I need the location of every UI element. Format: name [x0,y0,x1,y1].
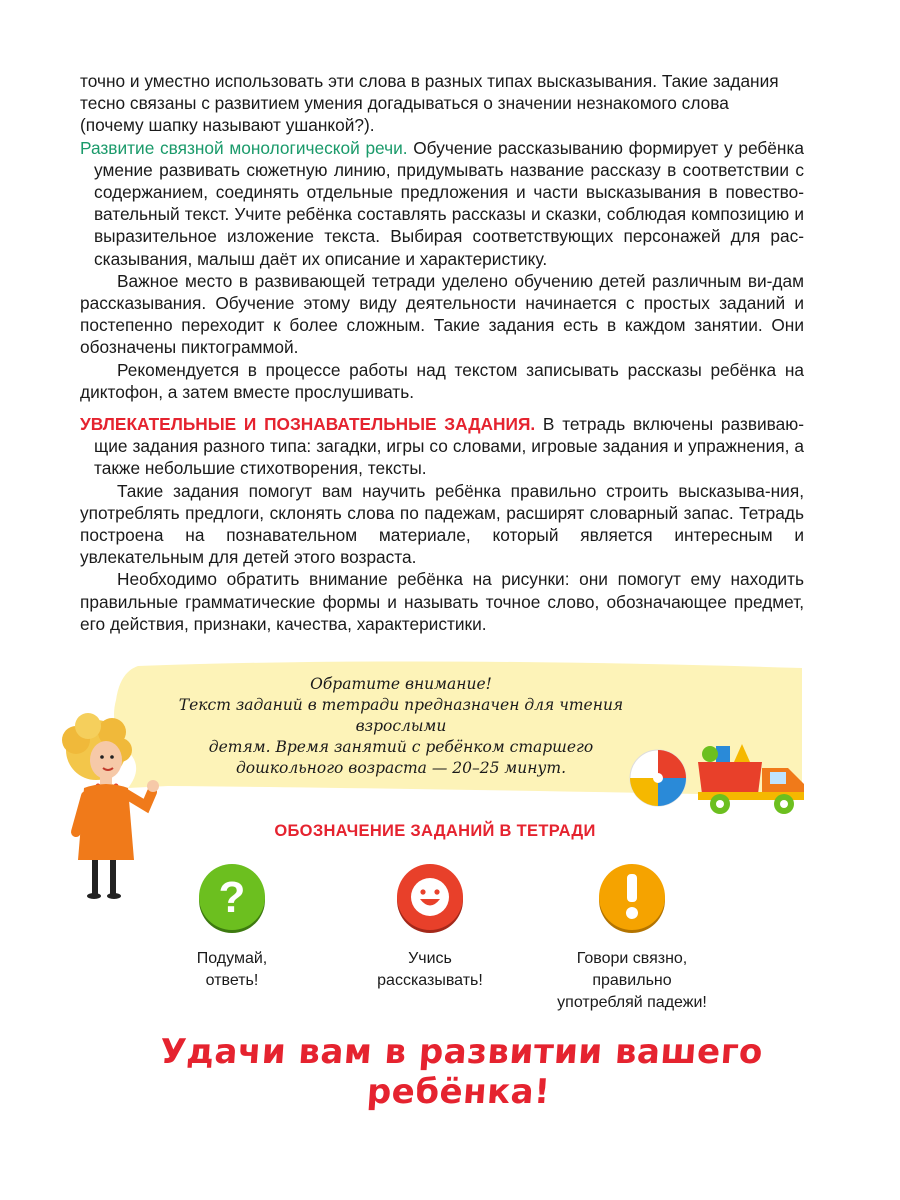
notice-line: Текст заданий в тетради предназначен для чтения взрослыми [178,696,624,735]
tasks-paragraph [80,413,804,480]
legend-label-line: Учись [408,950,452,967]
notice-line: дошкольного возраста — 20–25 минут. [235,759,567,777]
legend-label-line: правильно [592,972,672,989]
closing-wish: Удачи вам в развитии вашего ребёнка! [158,1032,765,1112]
svg-text:?: ? [218,873,246,922]
monologue-heading: Развитие связной монологической речи. [80,137,408,158]
legend-label-line: Говори связно, [576,950,688,967]
legend-label [132,948,332,992]
tasks-heading: УВЛЕКАТЕЛЬНЫЕ И ПОЗНАВАТЕЛЬНЫЕ ЗАДАНИЯ. [80,414,536,435]
legend-item-think [132,862,332,992]
legend-item-speak [532,862,732,1014]
notice-text [166,674,636,779]
ball-illustration [628,748,688,808]
monologue-text: Обучение рассказыванию формирует у ребёнка умение развивать сюжетную линию, придумывать название рассказу в соответствии с содержанием, соединять отдельные предложения и части высказывания в повество-вательный текст. Учите ребёнка составлять рассказы и сказки, соблюдая композицию и выразительное изложение текста. Выбирая соответствующих персонажей для рас-сказывания, малыш даёт их описание и характеристику. [94,137,804,269]
legend-label-line: Подумай, [196,950,268,967]
intro-line: тесно связаны с развитием умения догадываться о значении незнакомого слова [80,93,729,114]
legend-label [330,948,530,992]
legend-label-line: рассказывать! [377,972,483,989]
legend-label [532,948,732,1014]
question-icon [196,862,268,934]
tasks-text: В тетрадь включены развиваю-щие задания разного типа: загадки, игры со словами, игровые задания и упражнения, а также небольшие стихотворения, тексты. [94,414,804,479]
legend-item-tell [330,862,530,992]
exclamation-icon [596,862,668,934]
toy-truck-illustration [692,738,812,818]
intro-line: точно и уместно использовать эти слова в разных типах высказывания. Такие задания [80,71,779,91]
notice-line: детям. Время занятий с ребёнком старшего [208,738,594,756]
monologue-paragraph-2: Важное место в развивающей тетради уделено обучению детей различным ви-дам рассказывания. Обучение этому виду деятельности начинается с простых заданий и постепенно переходит к более сложным. Такие задания есть в каждом занятии. Они обозначены пиктограммой. [80,270,804,358]
intro-line: (почему шапку называют ушанкой?). [80,115,375,136]
tasks-paragraph-3: Необходимо обратить внимание ребёнка на рисунки: они помогут ему находить правильные грамматические формы и называть точное слово, обозначающее предмет, его действия, признаки, качества, характеристики. [80,569,804,634]
monologue-paragraph-3: Рекомендуется в процессе работы над текстом записывать рассказы ребёнка на диктофон, а затем вместе прослушивать. [80,359,804,402]
monologue-paragraph [80,137,804,270]
smile-icon [394,862,466,934]
legend-title: ОБОЗНАЧЕНИЕ ЗАДАНИЙ В ТЕТРАДИ [274,822,596,840]
notice-title: Обратите внимание! [310,675,492,693]
body-text [80,70,804,635]
tasks-paragraph-2: Такие задания помогут вам научить ребёнка правильно строить высказыва-ния, употреблять предлоги, склонять слова по падежам, расширят словарный запас. Тетрадь построена на познавательном материале, который является интересным и увлекательным для детей этого возраста. [80,480,804,568]
legend-label-line: употребляй падежи! [557,994,707,1011]
legend-label-line: ответь! [205,972,259,989]
